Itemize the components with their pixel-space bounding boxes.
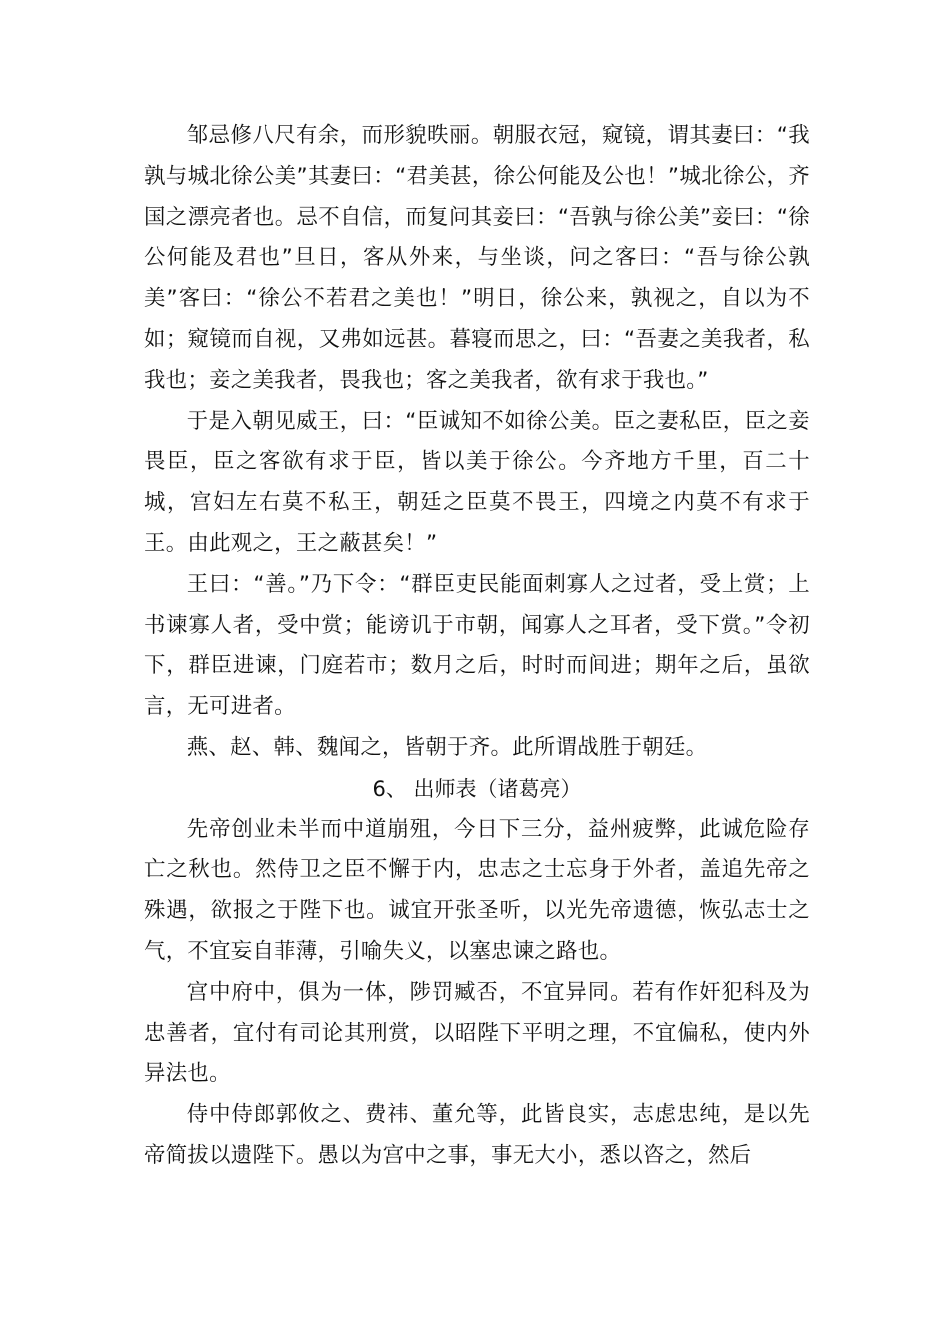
section-heading: 6、 出师表（诸葛亮） [372,776,582,801]
paragraph-king-decree: 王曰：“善。”乃下令：“群臣吏民能面刺寡人之过者，受上赏；上书谏寡人者，受中赏；能谤讥于市朝，闻寡人之耳者，受下赏。”令初下，群臣进谏，门庭若市；数月之后，时时而间进；期年之后，虽欲言，无可进者。 [144,571,810,720]
paragraph-audience-king: 于是入朝见威王，曰：“臣诚知不如徐公美。臣之妻私臣，臣之妾畏臣，臣之客欲有求于臣，皆以美于徐公。今齐地方千里，百二十城，宫妇左右莫不私王，朝廷之臣莫不畏王，四境之内莫不有求于王。由此观之，王之蔽甚矣！” [144,408,810,556]
paragraph-chushibiao-2: 宫中府中，俱为一体，陟罚臧否，不宜异同。若有作奸犯科及为忠善者，宜付有司论其刑赏，以昭陛下平明之理，不宜偏私，使内外异法也。 [144,979,810,1087]
paragraph-chushibiao-3: 侍中侍郎郭攸之、费祎、董允等，此皆良实，志虑忠纯，是以先帝简拔以遗陛下。愚以为宫中之事，事无大小，悉以咨之，然后 [144,1102,810,1168]
paragraph-neighbor-states: 燕、赵、韩、魏闻之，皆朝于齐。此所谓战胜于朝廷。 [186,734,708,760]
paragraph-zouji-mirror: 邹忌修八尺有余，而形貌昳丽。朝服衣冠，窥镜，谓其妻曰：“我孰与城北徐公美”其妻曰：“君美甚，徐公何能及公也！”城北徐公，齐国之漂亮者也。忌不自信，而复问其妾曰：“吾孰与徐公美”妾曰：“徐公何能及君也”旦日，客从外来，与坐谈，问之客曰：“吾与徐公孰美”客曰：“徐公不若君之美也！”明日，徐公来，孰视之，自以为不如；窥镜而自视，又弗如远甚。暮寝而思之，曰：“吾妻之美我者，私我也；妾之美我者，畏我也；客之美我者，欲有求于我也。” [144,123,810,393]
paragraph-chushibiao-1: 先帝创业未半而中道崩殂，今日下三分，益州疲弊，此诚危险存亡之秋也。然侍卫之臣不懈于内，忠志之士忘身于外者，盖追先帝之殊遇，欲报之于陛下也。诚宜开张圣听，以光先帝遗德，恢弘志士之气，不宜妄自菲薄，引喻失义，以塞忠谏之路也。 [144,816,810,964]
document-page [144,116,810,1177]
